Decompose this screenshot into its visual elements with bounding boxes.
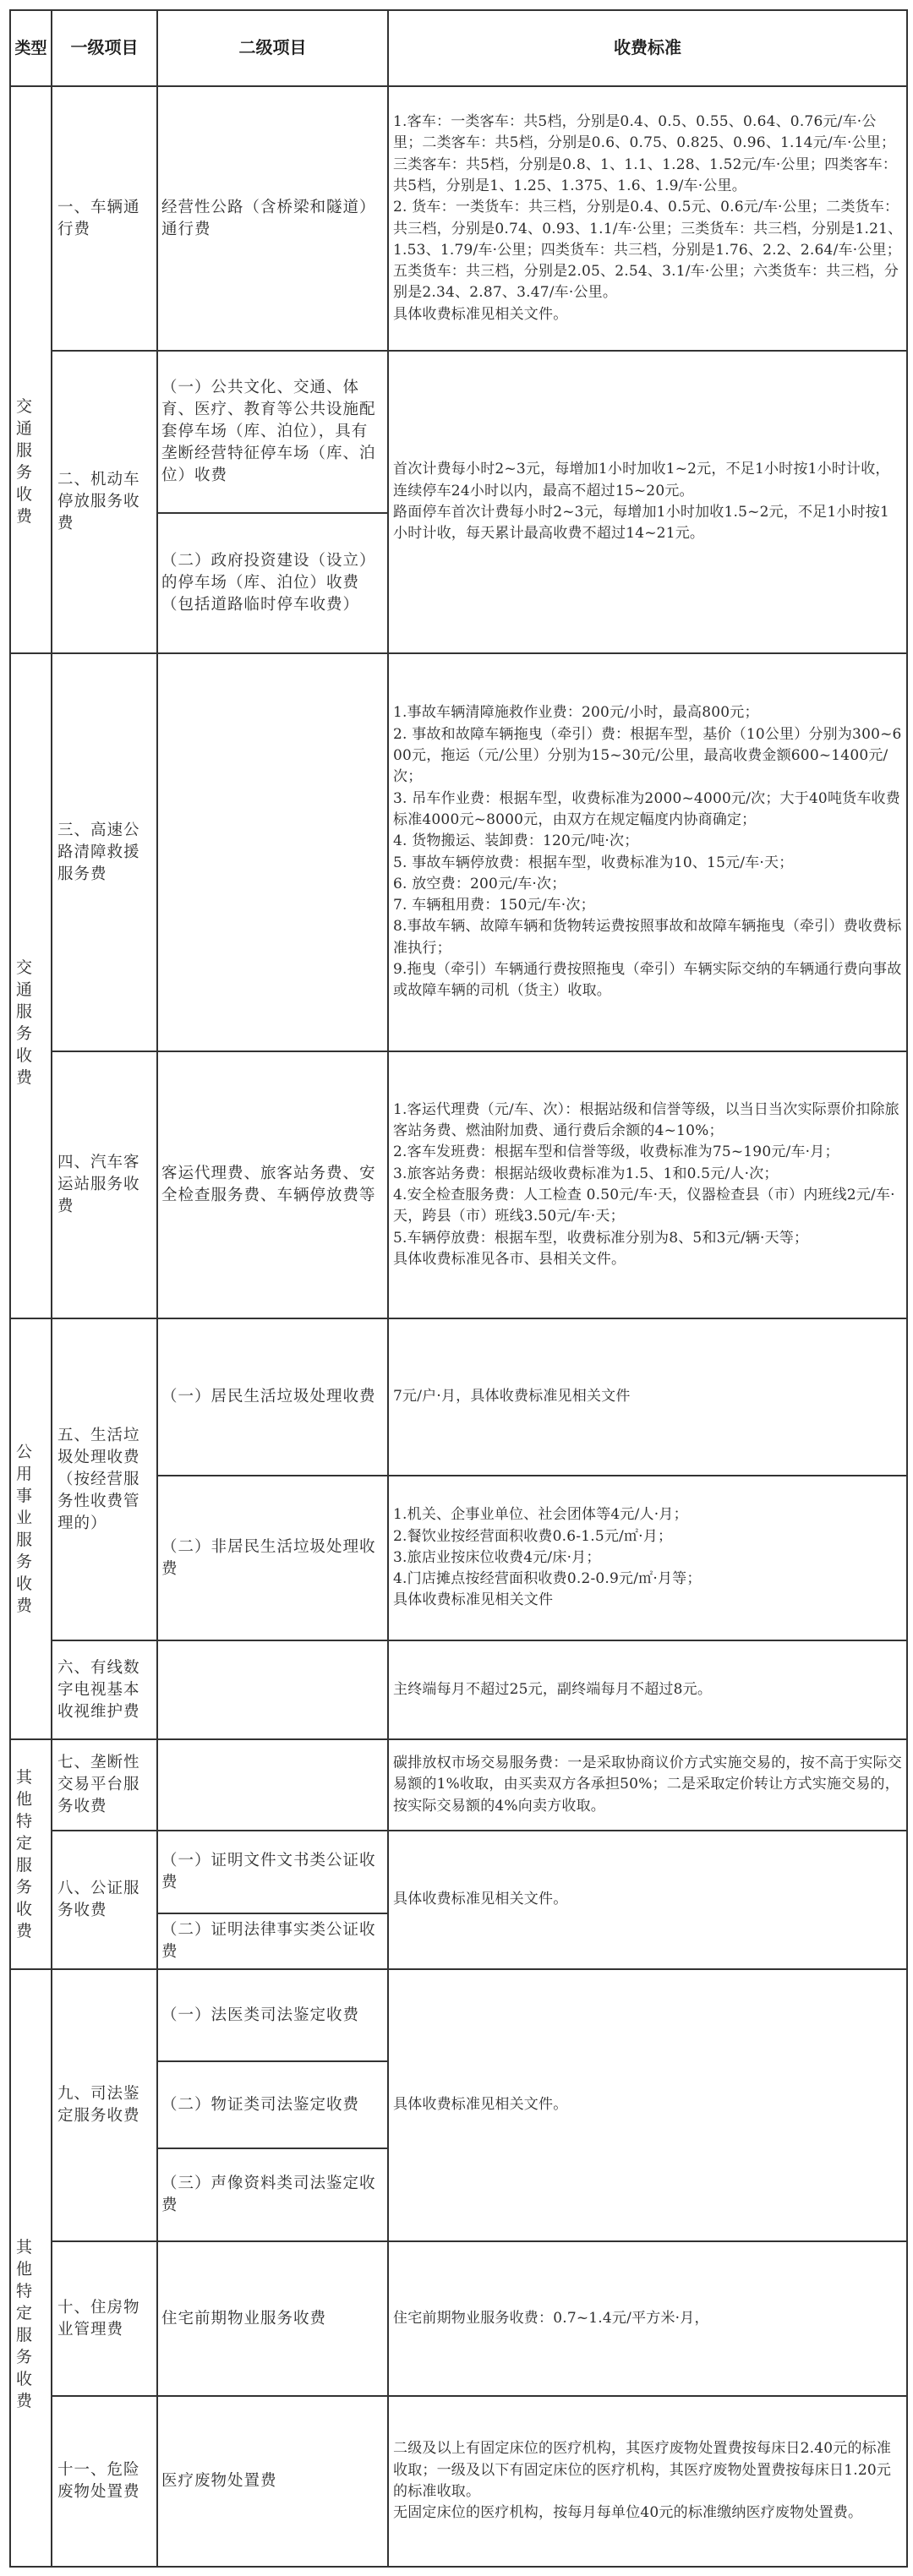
table-row (10, 2396, 907, 2567)
standard-cell: 具体收费标准见相关文件。 (388, 1969, 907, 2241)
level1-cell: 七、垄断性交易平台服务收费 (52, 1739, 157, 1831)
standard-line: 3. 吊车作业费：根据车型，收费标准为2000~4000元/次；大于40吨货车收费标准4000元~8000元，由双方在规定幅度内协商确定； (393, 789, 900, 828)
standard-line: 1.客运代理费（元/车、次）：根据站级和信誉等级，以当日当次实际票价扣除旅客站务费、燃油附加费、通行费后余额的4~10%； (393, 1100, 899, 1140)
level1-cell: 六、有线数字电视基本收视维护费 (52, 1640, 157, 1739)
level2-cell (157, 1739, 388, 1831)
level2-cell: 住宅前期物业服务收费 (157, 2241, 388, 2396)
standard-line: 无固定床位的医疗机构，按每月每单位40元的标准缴纳医疗废物处置费。 (393, 2504, 863, 2522)
standard-line: 9.拖曳（牵引）车辆通行费按照拖曳（牵引）车辆实际交纳的车辆通行费向事故或故障车辆的司机（货主）收取。 (393, 960, 902, 1000)
level2-cell: 客运代理费、旅客站务费、安全检查服务费、车辆停放费等 (157, 1051, 388, 1318)
header-standard: 收费标准 (388, 10, 907, 86)
standard-cell: 7元/户·月，具体收费标准见相关文件 (388, 1318, 907, 1476)
level2-cell (157, 653, 388, 1051)
level1-cell: 十、住房物业管理费 (52, 2241, 157, 2396)
table-row (10, 1831, 907, 1913)
standard-cell (388, 1051, 907, 1318)
standard-line: 1.客车：一类客车：共5档，分别是0.4、0.5、0.55、0.64、0.76元/车·公里；二类客车：共5档，分别是0.6、0.75、0.825、0.96、1.14元/车·公里；三类客车：共5档，分别是0.8、1、1.1、1.28、1.52元/车·公里；四类客车：共5档，分别是1、1.25、1.375、1.6、1.9/车·公里。 (393, 113, 898, 194)
level2-cell: （一）居民生活垃圾处理收费 (157, 1318, 388, 1476)
table-row (10, 1739, 907, 1831)
standard-line: 3.旅客站务费：根据站级收费标准为1.5、1和0.5元/人·次； (393, 1165, 779, 1182)
table-row (10, 1318, 907, 1476)
standard-line: 2. 货车：一类货车：共三档，分别是0.4、0.5元、0.6元/车·公里；二类货车：共三档，分别是0.74、0.93、1.1/车·公里；三类货车：共三档，分别是1.21、1.53、1.79/车·公里；四类货车：共三档，分别是1.76、2.2、2.64/车·公里；五类货车：共三档，分别是2.05、2.54、3.1/车·公里；六类货车：共三档，分别是2.34、2.87、3.47/车·公里。 (393, 199, 903, 302)
category-cell: 其他特定服务收费 (10, 1969, 52, 2567)
standard-line: 4.门店摊点按经营面积收费0.2-0.9元/㎡·月等； (393, 1570, 702, 1588)
standard-cell: 碳排放权市场交易服务费：一是采取协商议价方式实施交易的，按不高于实际交易额的1%收取，由买卖双方各承担50%；二是采取定价转让方式实施交易的，按实际交易额的4%向卖方收取。 (388, 1739, 907, 1831)
standard-cell (388, 653, 907, 1051)
level1-cell: 三、高速公路清障救援服务费 (52, 653, 157, 1051)
level2-cell: （二）物证类司法鉴定收费 (157, 2061, 388, 2148)
standard-line: 7. 车辆租用费：150元/车·次； (393, 897, 595, 914)
level2-cell: 医疗废物处置费 (157, 2396, 388, 2567)
standard-line: 二级及以上有固定床位的医疗机构，其医疗废物处置费按每床日2.40元的标准收取；一级及以下有固定床位的医疗机构，其医疗废物处置费按每床日1.20元的标准收取。 (393, 2440, 892, 2500)
header-level1: 一级项目 (52, 10, 157, 86)
table-row (10, 653, 907, 1051)
standard-line: 1.机关、企事业单位、社会团体等4元/人·月； (393, 1506, 688, 1524)
standard-cell: 主终端每月不超过25元，副终端每月不超过8元。 (388, 1640, 907, 1739)
table-row (10, 1051, 907, 1318)
standard-line: 1.事故车辆清障施救作业费：200元/小时，最高800元； (393, 704, 759, 722)
standard-line: 具体收费标准见相关文件。 (393, 305, 568, 323)
standard-line: 4.安全检查服务费：人工检查 0.50元/车·天，仪器检查县（市）内班线2元/车·天，跨县（市）班线3.50元/车·天； (393, 1187, 895, 1225)
standard-line: 路面停车首次计费每小时2~3元，每增加1小时加收1.5~2元，不足1小时按1小时计收，每天累计最高收费不超过14~21元。 (393, 504, 890, 543)
level2-cell: （二）证明法律事实类公证收费 (157, 1913, 388, 1969)
level1-cell: 一、车辆通行费 (52, 86, 157, 351)
level1-cell: 四、汽车客运站服务收费 (52, 1051, 157, 1318)
level2-cell: （二）非居民生活垃圾处理收费 (157, 1476, 388, 1640)
standard-cell (388, 2396, 907, 2567)
standard-line: 2.客车发班费：根据车型和信誉等级，收费标准为75~190元/车·月； (393, 1143, 839, 1161)
level1-cell: 八、公证服务收费 (52, 1831, 157, 1969)
category-cell: 交通服务收费 (10, 653, 52, 1318)
standard-line: 8.事故车辆、故障车辆和货物转运费按照事故和故障车辆拖曳（牵引）费收费标准执行； (393, 918, 902, 957)
standard-line: 3.旅店业按床位收费4元/床·月； (393, 1548, 601, 1566)
level2-cell: 经营性公路（含桥梁和隧道）通行费 (157, 86, 388, 351)
level2-cell: （一）公共文化、交通、体育、医疗、教育等公共设施配套停车场（库、泊位），具有垄断经营特征停车场（库、泊位）收费 (157, 351, 388, 513)
header-level2: 二级项目 (157, 10, 388, 86)
standard-line: 2. 事故和故障车辆拖曳（牵引）费：根据车型，基价（10公里）分别为300~600元，拖运（元/公里）分别为15~30元/公里，最高收费金额600~1400元/次； (393, 725, 902, 786)
standard-line: 4. 货物搬运、装卸费：120元/吨·次； (393, 832, 639, 850)
header-type: 类型 (10, 10, 52, 86)
standard-line: 具体收费标准见各市、县相关文件。 (393, 1250, 626, 1268)
table-header-row (10, 10, 907, 86)
standard-line: 6. 放空费：200元/车·次； (393, 875, 566, 892)
level1-cell: 十一、危险废物处置费 (52, 2396, 157, 2567)
level2-cell: （三）声像资料类司法鉴定收费 (157, 2148, 388, 2241)
standard-cell (388, 351, 907, 653)
level1-cell: 二、机动车停放服务收费 (52, 351, 157, 653)
standard-line: 首次计费每小时2~3元，每增加1小时加收1~2元，不足1小时按1小时计收，连续停车24小时以内，最高不超过15~20元。 (393, 461, 890, 499)
standard-cell: 具体收费标准见相关文件。 (388, 1831, 907, 1969)
standard-cell (388, 86, 907, 351)
table-row (10, 1640, 907, 1739)
level2-cell: （一）法医类司法鉴定收费 (157, 1969, 388, 2061)
standard-line: 2.餐饮业按经营面积收费0.6-1.5元/㎡·月； (393, 1527, 673, 1545)
category-cell: 公用事业服务收费 (10, 1318, 52, 1739)
table-row (10, 351, 907, 513)
standard-cell: 住宅前期物业服务收费：0.7~1.4元/平方米·月， (388, 2241, 907, 2396)
standard-cell (388, 1476, 907, 1640)
level1-cell: 九、司法鉴定服务收费 (52, 1969, 157, 2241)
table-row (10, 1969, 907, 2061)
category-cell: 其他特定服务收费 (10, 1739, 52, 1969)
standard-line: 具体收费标准见相关文件 (393, 1591, 554, 1609)
standard-line: 5.车辆停放费：根据车型，收费标准分别为8、5和3元/辆·天等； (393, 1229, 809, 1247)
category-cell: 交通服务收费 (10, 86, 52, 653)
level2-cell (157, 1640, 388, 1739)
level2-cell: （一）证明文件文书类公证收费 (157, 1831, 388, 1913)
standard-line: 5. 事故车辆停放费：根据车型，收费标准为10、15元/车·天； (393, 854, 794, 871)
fee-standard-table (9, 9, 908, 2568)
table-row (10, 86, 907, 351)
level2-cell: （二）政府投资建设（设立）的停车场（库、泊位）收费（包括道路临时停车收费） (157, 513, 388, 653)
level1-cell: 五、生活垃圾处理收费（按经营服务性收费管理的） (52, 1318, 157, 1640)
table-row (10, 2241, 907, 2396)
